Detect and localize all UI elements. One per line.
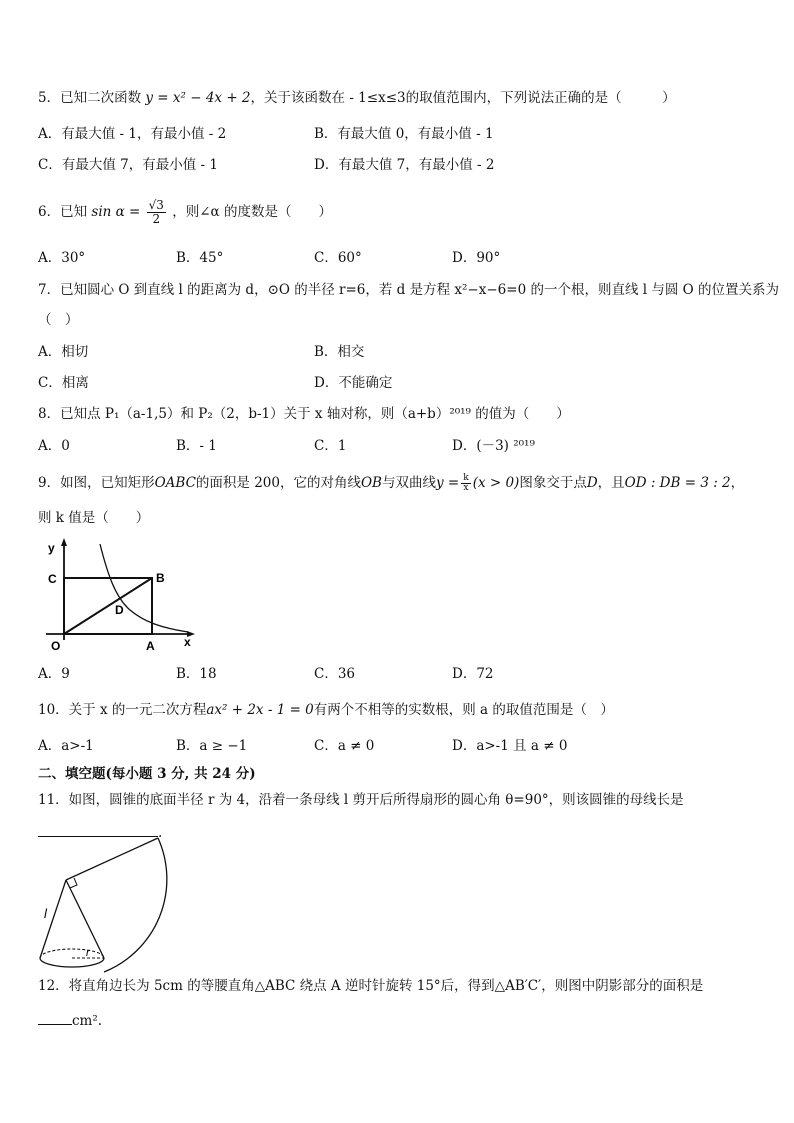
q9-figure (38, 536, 203, 654)
q8-option-d[interactable]: D．(－3) ²⁰¹⁹ (452, 438, 535, 454)
q11-answer-line: . (38, 822, 162, 843)
q9-label-d: D (115, 603, 124, 617)
q5-function: y = x² − 4x + 2 (145, 90, 251, 106)
q6-stem: 6．已知 sin α = $\frac{√3}{2}$ ，则∠α 的度数是（ ） (38, 198, 332, 226)
q5-option-d[interactable]: D．有最大值 7，有最小值 - 2 (314, 157, 495, 173)
q7-stem-end: （ ） (38, 312, 79, 328)
q7-option-b[interactable]: B．相交 (314, 344, 365, 360)
q5-option-b[interactable]: B．有最大值 0，有最小值 - 1 (314, 126, 494, 142)
q11-label-r: r (86, 947, 90, 959)
q10-stem: 10．关于 x 的一元二次方程ax² + 2x - 1 = 0有两个不相等的实数根，则 a 的取值范围是（ ） (38, 702, 614, 718)
q8-stem: 8．已知点 P₁（a-1,5）和 P₂（2，b-1）关于 x 轴对称，则（a+b）²⁰¹⁹ 的值为（ ） (38, 406, 570, 422)
q5-option-a[interactable]: A．有最大值 - 1，有最小值 - 2 (38, 126, 227, 142)
q8-option-c[interactable]: C．1 (314, 438, 347, 454)
q9-diagonal (64, 578, 152, 634)
q7-option-c[interactable]: C．相离 (38, 375, 89, 391)
q9-label-c: C (48, 572, 57, 586)
q9-stem-end: 则 k 值是（ ） (38, 510, 150, 526)
q8-option-a[interactable]: A．0 (38, 438, 70, 454)
q9-label-b: B (156, 571, 165, 585)
q9-curve-fraction: $\frac{k}{x}$ (463, 473, 469, 493)
q6-option-d[interactable]: D．90° (452, 250, 501, 266)
q9-label-x: x (184, 635, 191, 649)
q10-option-a[interactable]: A．a>-1 (38, 738, 94, 754)
q9-y-arrow (61, 538, 67, 546)
q5-stem: 5．已知二次函数 y = x² − 4x + 2，关于该函数在 - 1≤x≤3的取值范围内，下列说法正确的是（ ） (38, 90, 676, 106)
q5-option-c[interactable]: C．有最大值 7，有最小值 - 1 (38, 157, 218, 173)
q10-option-c[interactable]: C．a ≠ 0 (314, 738, 375, 754)
q9-hyperbola (100, 544, 188, 632)
q9-label-a: A (146, 639, 155, 653)
q11-label-l: l (44, 906, 47, 921)
q11-stem: 11．如图，圆锥的底面半径 r 为 4，沿着一条母线 l 剪开后所得扇形的圆心角 θ=90°，则该圆锥的母线长是 (38, 792, 684, 808)
q9-option-c[interactable]: C．36 (314, 666, 356, 682)
q6-option-b[interactable]: B．45° (176, 250, 224, 266)
q7-option-d[interactable]: D．不能确定 (314, 375, 393, 391)
q9-label-o: O (51, 639, 61, 653)
q11-right-angle-mark (70, 878, 77, 888)
q10-option-b[interactable]: B．a ≥ −1 (176, 738, 248, 754)
q12-answer-line: cm². (38, 1010, 102, 1031)
q7-option-a[interactable]: A．相切 (38, 344, 89, 360)
q6-fraction: $\frac{√3}{2}$ (148, 198, 164, 226)
q11-sector-radius-left (66, 838, 158, 880)
q7-stem: 7．已知圆心 O 到直线 l 的距离为 d，⊙O 的半径 r=6，若 d 是方程 x²−x−6=0 的一个根，则直线 l 与圆 O 的位置关系为 (38, 282, 779, 298)
q9-label-y: y (48, 541, 55, 555)
q9-option-a[interactable]: A．9 (38, 666, 70, 682)
q8-option-b[interactable]: B．- 1 (176, 438, 217, 454)
q6-option-c[interactable]: C．60° (314, 250, 362, 266)
q11-base-back (40, 949, 104, 958)
q11-cone-edge-right (66, 880, 104, 958)
q6-option-a[interactable]: A．30° (38, 250, 86, 266)
q11-figure (30, 818, 200, 974)
section-title-fill-in: 二、填空题(每小题 3 分, 共 24 分) (38, 766, 256, 782)
q12-answer-blank[interactable] (38, 1010, 72, 1025)
q11-base-front (40, 958, 104, 967)
q9-option-d[interactable]: D．72 (452, 666, 494, 682)
q5-range: - 1≤x≤3 (349, 90, 406, 106)
q9-option-b[interactable]: B．18 (176, 666, 217, 682)
q10-option-d[interactable]: D．a>-1 且 a ≠ 0 (452, 738, 568, 754)
q9-stem: 9．如图，已知矩形OABC的面积是 200，它的对角线OB与双曲线y = $\frac{k}{x}$ (x > 0)图象交于点D，且OD : DB = 3 : 2， (38, 473, 745, 493)
q12-stem: 12．将直角边长为 5cm 的等腰直角△ABC 绕点 A 逆时针旋转 15°后，得到△AB′C′，则图中阴影部分的面积是 (38, 978, 704, 994)
